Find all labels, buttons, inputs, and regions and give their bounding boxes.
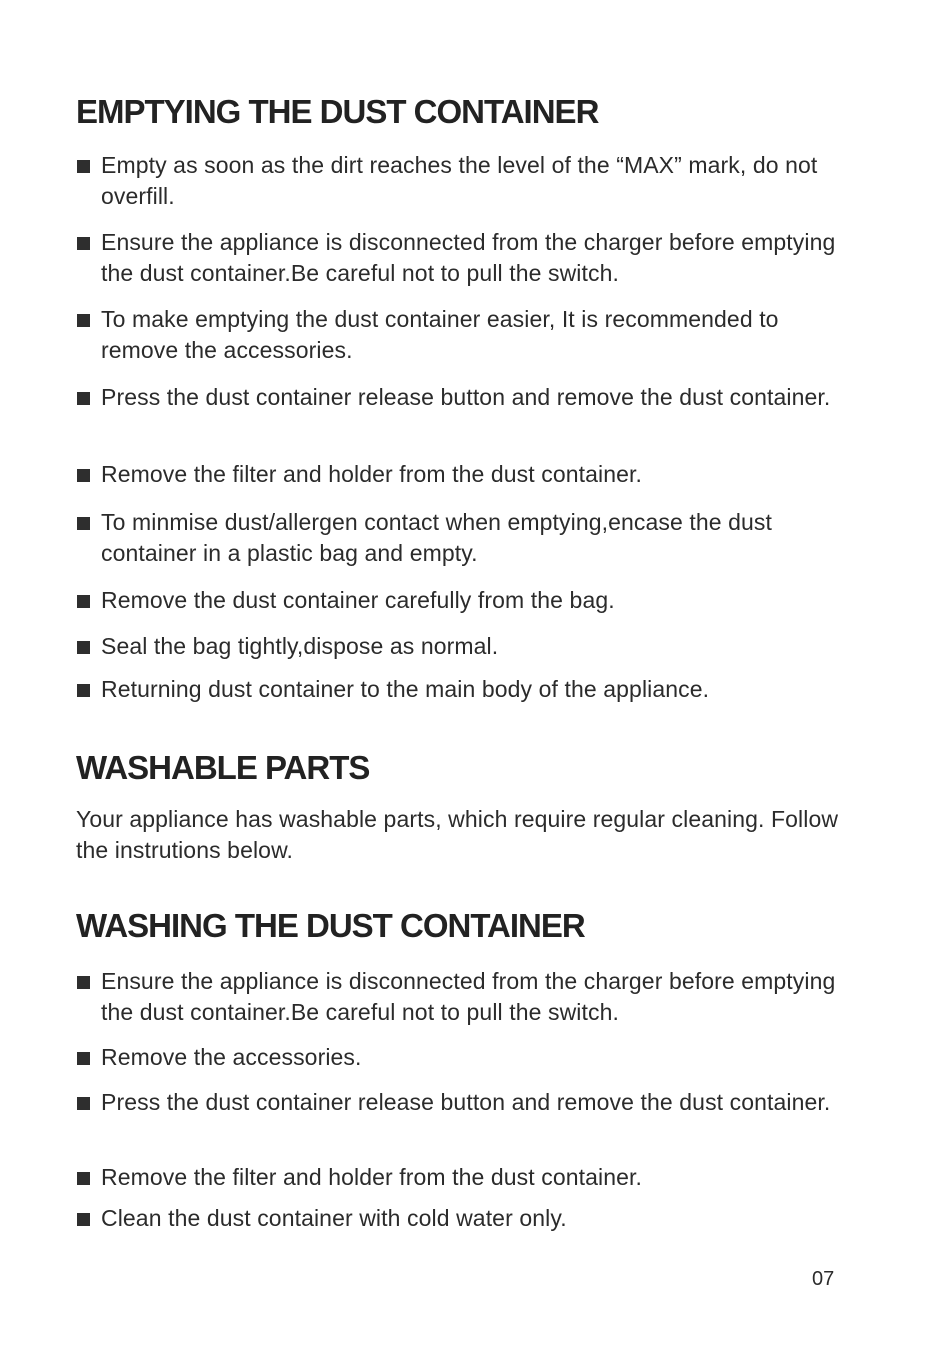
square-bullet-icon [77, 1052, 90, 1065]
list-item-text: Remove the accessories. [101, 1044, 362, 1070]
list-item [76, 507, 846, 569]
list-item-text: Press the dust container release button and remove the dust container. [101, 1089, 831, 1115]
square-bullet-icon [77, 641, 90, 654]
list-item-text: Empty as soon as the dirt reaches the level of the “MAX” mark, do not overfill. [101, 152, 818, 209]
list-item [76, 585, 846, 616]
washing-title: WASHING THE DUST CONTAINER [76, 907, 585, 944]
list-item-text: Remove the filter and holder from the dust container. [101, 461, 642, 487]
list-item [76, 1203, 846, 1234]
list-item [76, 459, 846, 490]
square-bullet-icon [77, 684, 90, 697]
list-item-text: Seal the bag tightly,dispose as normal. [101, 633, 499, 659]
square-bullet-icon [77, 1172, 90, 1185]
page-number: 07 [812, 1268, 835, 1290]
emptying-title: EMPTYING THE DUST CONTAINER [76, 93, 599, 130]
square-bullet-icon [77, 314, 90, 327]
list-item-text: To make emptying the dust container easier, It is recommended to remove the accessories. [101, 306, 779, 363]
washable-parts-text: Your appliance has washable parts, which require regular cleaning. Follow the instrutions below. [76, 806, 839, 863]
list-item-text: Remove the dust container carefully from the bag. [101, 587, 615, 613]
square-bullet-icon [77, 517, 90, 530]
list-item [76, 1162, 846, 1193]
list-item [76, 966, 846, 1028]
square-bullet-icon [77, 469, 90, 482]
list-item [76, 382, 846, 413]
list-item [76, 1087, 846, 1118]
list-item-text: Returning dust container to the main body of the appliance. [101, 676, 710, 702]
list-item [76, 631, 846, 662]
washable-parts-title: WASHABLE PARTS [76, 749, 370, 786]
square-bullet-icon [77, 392, 90, 405]
list-item [76, 150, 846, 212]
list-item-text: Remove the filter and holder from the dust container. [101, 1164, 642, 1190]
square-bullet-icon [77, 1213, 90, 1226]
list-item-text: To minmise dust/allergen contact when emptying,encase the dust container in a plastic bag and empty. [101, 509, 773, 566]
list-item [76, 304, 846, 366]
list-item-text: Clean the dust container with cold water only. [101, 1205, 567, 1231]
list-item-text: Press the dust container release button and remove the dust container. [101, 384, 831, 410]
list-item-text: Ensure the appliance is disconnected from the charger before emptying the dust container.Be careful not to pull the switch. [101, 229, 836, 286]
list-item [76, 1042, 846, 1073]
square-bullet-icon [77, 1097, 90, 1110]
square-bullet-icon [77, 160, 90, 173]
list-item [76, 227, 846, 289]
square-bullet-icon [77, 595, 90, 608]
square-bullet-icon [77, 237, 90, 250]
square-bullet-icon [77, 976, 90, 989]
list-item [76, 674, 846, 705]
list-item-text: Ensure the appliance is disconnected from the charger before emptying the dust container.Be careful not to pull the switch. [101, 968, 836, 1025]
